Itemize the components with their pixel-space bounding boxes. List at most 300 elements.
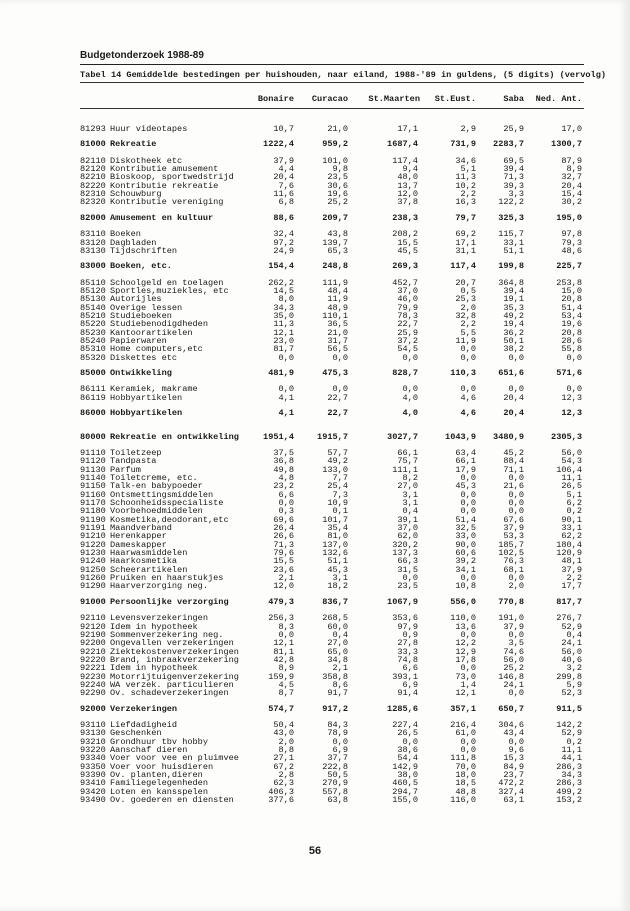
table-row (0, 246, 630, 256)
cell-saba: 115,7 (498, 229, 524, 240)
cell-st-maarten: 0,0 (402, 352, 418, 363)
table-title: Tabel 14 Gemiddelde bestedingen per huishouden, naar eiland, 1988-'89 in guldens, (5 digits) (vervolg) (80, 70, 607, 80)
row-code: 91000 (80, 596, 106, 607)
cell-saba: 39,4 (503, 285, 524, 296)
row-code: 80000 (80, 431, 106, 442)
cell-ned-ant: 120,9 (556, 548, 582, 558)
cell-ned-ant: 15,4 (561, 189, 582, 200)
cell-ned-ant: 106,4 (556, 464, 582, 475)
cell-bonaire: 1951,4 (263, 431, 294, 442)
cell-curacao: 23,5 (327, 172, 348, 183)
cell-saba: 327,4 (498, 786, 524, 797)
cell-st-maarten: 15,5 (397, 237, 418, 248)
cell-saba: 770,8 (498, 596, 524, 607)
cell-saba: 35,3 (503, 302, 524, 313)
cell-curacao: 65,0 (327, 646, 348, 657)
cell-bonaire: 377,6 (268, 795, 294, 806)
cell-st-maarten: 117,4 (392, 155, 418, 166)
cell-st-maarten: 320,2 (392, 539, 418, 550)
cell-st-eust: 5,1 (460, 164, 476, 174)
cell-saba: 304,6 (498, 720, 524, 730)
cell-bonaire: 26,4 (273, 523, 294, 533)
row-code: 91220 (80, 539, 106, 550)
cell-saba: 651,6 (498, 368, 524, 379)
row-code: 93390 (80, 770, 106, 781)
table-total-row (0, 432, 630, 442)
row-label: Amusement en kultuur (110, 212, 214, 223)
cell-ned-ant: 12,3 (561, 392, 582, 403)
cell-st-maarten: 97,9 (397, 621, 418, 632)
cell-st-eust: 2,0 (460, 302, 476, 313)
cell-ned-ant: 34,3 (561, 770, 582, 781)
cell-ned-ant: 253,8 (556, 277, 582, 288)
row-code: 85000 (80, 368, 106, 379)
cell-bonaire: 37,9 (273, 155, 294, 166)
cell-saba: 51,1 (503, 245, 524, 256)
row-code: 92000 (80, 703, 106, 714)
cell-ned-ant: 195,0 (556, 212, 582, 223)
row-label: Toiletcreme, etc. (110, 472, 198, 483)
cell-ned-ant: 56,0 (561, 646, 582, 657)
cell-bonaire: 6,6 (278, 489, 294, 500)
cell-st-eust: 0,0 (460, 663, 476, 674)
cell-ned-ant: 20,4 (561, 180, 582, 191)
cell-st-maarten: 33,3 (397, 646, 418, 657)
row-code: 91240 (80, 556, 106, 567)
cell-saba: 325,3 (498, 212, 524, 223)
row-label: Rekreatie (110, 139, 157, 150)
cell-st-maarten: 9,4 (402, 164, 418, 174)
row-code: 83000 (80, 261, 106, 272)
row-label: Haarkosmetika (110, 556, 178, 567)
cell-curacao: 22,7 (327, 392, 348, 403)
cell-bonaire: 42,8 (273, 654, 294, 665)
cell-saba: 37,9 (503, 621, 524, 632)
cell-st-maarten: 0,0 (402, 573, 418, 584)
cell-st-eust: 48,8 (455, 786, 476, 797)
cell-st-maarten: 37,2 (397, 336, 418, 346)
row-code: 91170 (80, 497, 106, 508)
row-label: Geschenken (110, 728, 162, 739)
cell-curacao: 0,0 (332, 384, 348, 395)
cell-saba: 21,6 (503, 481, 524, 492)
row-label: Idem in hypotheek (110, 663, 198, 674)
cell-saba: 364,8 (498, 277, 524, 288)
cell-saba: 0,0 (508, 573, 524, 584)
cell-st-eust: 1043,9 (445, 431, 476, 442)
row-label: Ov. planten,dieren (110, 770, 203, 781)
cell-bonaire: 23,6 (273, 564, 294, 575)
cell-st-eust: 1,4 (460, 679, 476, 690)
cell-st-maarten: 452,7 (392, 277, 418, 288)
cell-st-maarten: 26,5 (397, 728, 418, 739)
row-code: 86119 (80, 392, 106, 403)
cell-st-maarten: 54,5 (397, 344, 418, 355)
cell-curacao: 48,9 (327, 302, 348, 313)
row-label: Keramiek, makrame (110, 384, 198, 395)
cell-ned-ant: 817,7 (556, 596, 582, 607)
cell-saba: 53,3 (503, 531, 524, 542)
table-total-row (0, 139, 630, 149)
cell-curacao: 7,3 (332, 489, 348, 500)
cell-ned-ant: 17,0 (561, 124, 582, 134)
cell-saba: 50,1 (503, 336, 524, 346)
cell-curacao: 0,1 (332, 506, 348, 517)
cell-curacao: 49,2 (327, 456, 348, 467)
row-code: 91160 (80, 489, 106, 500)
cell-st-eust: 0,0 (460, 472, 476, 483)
cell-st-eust: 2,2 (460, 319, 476, 330)
cell-bonaire: 262,2 (268, 277, 294, 288)
cell-st-eust: 18,5 (455, 778, 476, 789)
cell-st-maarten: 8,2 (402, 472, 418, 483)
table-row (0, 353, 630, 363)
cell-st-eust: 39,2 (455, 556, 476, 567)
row-label: Studieboeken (110, 311, 172, 321)
cell-curacao: 50,5 (327, 770, 348, 781)
cell-saba: 45,2 (503, 447, 524, 458)
cell-curacao: 19,6 (327, 189, 348, 200)
row-code: 92221 (80, 663, 106, 674)
row-code: 83130 (80, 245, 106, 256)
cell-st-maarten: 393,1 (392, 671, 418, 682)
cell-ned-ant: 12,3 (561, 408, 582, 419)
cell-curacao: 91,7 (327, 688, 348, 699)
cell-curacao: 31,7 (327, 336, 348, 346)
cell-bonaire: 62,3 (273, 778, 294, 789)
cell-curacao: 8,6 (332, 679, 348, 690)
cell-curacao: 51,1 (327, 556, 348, 567)
cell-st-eust: 110,0 (450, 613, 476, 624)
cell-st-maarten: 0,4 (402, 506, 418, 517)
cell-saba: 37,9 (503, 523, 524, 533)
row-label: Scheerartikelen (110, 564, 188, 575)
cell-st-maarten: 37,8 (397, 197, 418, 208)
cell-bonaire: 479,3 (268, 596, 294, 607)
cell-st-maarten: 75,7 (397, 456, 418, 467)
row-label: Levensverzekeringen (110, 613, 208, 624)
row-code: 93210 (80, 736, 106, 747)
cell-curacao: 34,8 (327, 654, 348, 665)
cell-saba: 0,0 (508, 472, 524, 483)
cell-st-maarten: 1687,4 (387, 139, 418, 150)
cell-st-eust: 10,8 (455, 581, 476, 592)
cell-saba: 25,9 (503, 124, 524, 134)
row-code: 91130 (80, 464, 106, 475)
row-code: 93110 (80, 720, 106, 730)
cell-st-maarten: 25,9 (397, 327, 418, 338)
cell-st-eust: 4,6 (460, 392, 476, 403)
cell-ned-ant: 5,1 (566, 489, 582, 500)
cell-bonaire: 15,5 (273, 556, 294, 567)
cell-saba: 68,1 (503, 564, 524, 575)
cell-curacao: 10,9 (327, 497, 348, 508)
cell-ned-ant: 54,3 (561, 456, 582, 467)
cell-bonaire: 0,3 (278, 506, 294, 517)
cell-ned-ant: 97,8 (561, 229, 582, 240)
cell-ned-ant: 87,9 (561, 155, 582, 166)
cell-st-maarten: 208,2 (392, 229, 418, 240)
cell-ned-ant: 3,2 (566, 663, 582, 674)
cell-saba: 3,5 (508, 638, 524, 649)
row-code: 82310 (80, 189, 106, 200)
cell-saba: 39,4 (503, 164, 524, 174)
cell-saba: 102,5 (498, 548, 524, 558)
cell-st-maarten: 353,6 (392, 613, 418, 624)
cell-bonaire: 50,4 (273, 720, 294, 730)
cell-curacao: 60,0 (327, 621, 348, 632)
row-label: Idem in hypotheek (110, 621, 198, 632)
cell-curacao: 917,2 (322, 703, 348, 714)
cell-ned-ant: 286,3 (556, 778, 582, 789)
row-label: Maandverband (110, 523, 172, 533)
cell-ned-ant: 48,1 (561, 556, 582, 567)
cell-bonaire: 574,7 (268, 703, 294, 714)
cell-curacao: 25,4 (327, 481, 348, 492)
cell-saba: 0,0 (508, 384, 524, 395)
cell-saba: 0,0 (508, 688, 524, 699)
row-code: 82210 (80, 172, 106, 183)
cell-saba: 36,2 (503, 327, 524, 338)
row-label: Sommenverzekering neg. (110, 629, 224, 640)
cell-ned-ant: 48,6 (561, 245, 582, 256)
row-code: 85230 (80, 327, 106, 338)
cell-st-eust: 12,1 (455, 688, 476, 699)
cell-st-maarten: 0,9 (402, 629, 418, 640)
row-code: 92240 (80, 679, 106, 690)
cell-st-maarten: 46,0 (397, 294, 418, 305)
cell-saba: 15,3 (503, 753, 524, 764)
cell-st-eust: 12,2 (455, 638, 476, 649)
row-label: Parfum (110, 464, 141, 475)
cell-st-maarten: 3027,7 (387, 431, 418, 442)
row-code: 92190 (80, 629, 106, 640)
row-code: 91250 (80, 564, 106, 575)
cell-bonaire: 81,7 (273, 344, 294, 355)
cell-st-maarten: 111,1 (392, 464, 418, 475)
cell-ned-ant: 0,4 (566, 629, 582, 640)
table-total-row (0, 704, 630, 714)
cell-saba: 146,8 (498, 671, 524, 682)
row-label: Tijdschriften (110, 245, 178, 256)
cell-bonaire: 20,4 (273, 172, 294, 183)
cell-ned-ant: 0,2 (566, 736, 582, 747)
cell-bonaire: 8,0 (278, 294, 294, 305)
row-code: 82320 (80, 197, 106, 208)
cell-st-eust: 0,0 (460, 384, 476, 395)
cell-st-eust: 12,9 (455, 646, 476, 657)
cell-st-eust: 73,0 (455, 671, 476, 682)
cell-bonaire: 24,9 (273, 245, 294, 256)
cell-curacao: 475,3 (322, 368, 348, 379)
cell-ned-ant: 0,2 (566, 506, 582, 517)
cell-bonaire: 71,3 (273, 539, 294, 550)
cell-st-maarten: 37,0 (397, 285, 418, 296)
page-number: 56 (308, 845, 322, 857)
row-label: Home computers,etc (110, 344, 203, 355)
cell-bonaire: 256,3 (268, 613, 294, 624)
row-label: Kontributie amusement (110, 164, 219, 174)
cell-bonaire: 97,2 (273, 237, 294, 248)
cell-st-maarten: 37,0 (397, 523, 418, 533)
row-code: 85310 (80, 344, 106, 355)
row-code: 91210 (80, 531, 106, 542)
cell-curacao: 0,4 (332, 629, 348, 640)
cell-st-eust: 20,7 (455, 277, 476, 288)
cell-st-maarten: 54,4 (397, 753, 418, 764)
cell-bonaire: 37,5 (273, 447, 294, 458)
cell-bonaire: 49,8 (273, 464, 294, 475)
cell-curacao: 222,8 (322, 761, 348, 772)
cell-curacao: 248,8 (322, 261, 348, 272)
row-code: 85210 (80, 311, 106, 321)
cell-st-eust: 31,1 (455, 245, 476, 256)
row-code: 86111 (80, 384, 106, 395)
cell-st-eust: 10,2 (455, 180, 476, 191)
cell-bonaire: 79,6 (273, 548, 294, 558)
cell-st-maarten: 78,3 (397, 311, 418, 321)
row-label: Hobbyartikelen (110, 392, 183, 403)
cell-saba: 49,2 (503, 311, 524, 321)
cell-st-maarten: 269,3 (392, 261, 418, 272)
cell-st-maarten: 4,0 (402, 408, 418, 419)
cell-bonaire: 0,0 (278, 497, 294, 508)
row-label: Grondhuur tbv hobby (110, 736, 208, 747)
row-label: Ziektekostenverzekeringen (110, 646, 239, 657)
cell-ned-ant: 225,7 (556, 261, 582, 272)
row-label: Papierwaren (110, 336, 167, 346)
cell-bonaire: 10,7 (273, 124, 294, 134)
cell-bonaire: 35,0 (273, 311, 294, 321)
cell-curacao: 27,0 (327, 638, 348, 649)
cell-st-maarten: 6,9 (402, 679, 418, 690)
cell-curacao: 111,9 (322, 277, 348, 288)
table-row (0, 688, 630, 698)
cell-st-eust: 117,4 (450, 261, 476, 272)
cell-bonaire: 11,6 (273, 189, 294, 200)
cell-bonaire: 0,0 (278, 352, 294, 363)
cell-saba: 23,7 (503, 770, 524, 781)
cell-bonaire: 4,8 (278, 472, 294, 483)
cell-ned-ant: 79,3 (561, 237, 582, 248)
cell-curacao: 139,7 (322, 237, 348, 248)
row-code: 92290 (80, 688, 106, 699)
cell-curacao: 84,3 (327, 720, 348, 730)
cell-curacao: 0,0 (332, 352, 348, 363)
row-label: Voer voor vee en pluimvee (110, 753, 239, 764)
cell-bonaire: 4,5 (278, 679, 294, 690)
row-label: Kosmetika,deodorant,etc (110, 514, 229, 525)
cell-curacao: 21,0 (327, 327, 348, 338)
cell-curacao: 2,1 (332, 663, 348, 674)
cell-st-eust: 16,3 (455, 197, 476, 208)
cell-ned-ant: 52,9 (561, 621, 582, 632)
cell-curacao: 48,4 (327, 285, 348, 296)
row-label: Liefdadigheid (110, 720, 178, 730)
cell-st-eust: 45,3 (455, 481, 476, 492)
cell-st-eust: 0,0 (460, 497, 476, 508)
cell-saba: 2283,7 (493, 139, 524, 150)
cell-bonaire: 14,5 (273, 285, 294, 296)
cell-curacao: 110,1 (322, 311, 348, 321)
cell-bonaire: 0,0 (278, 629, 294, 640)
row-label: Loten en kansspelen (110, 786, 208, 797)
row-code: 81000 (80, 139, 106, 150)
row-label: Hobbyartikelen (110, 408, 183, 419)
cell-st-eust: 51,4 (455, 514, 476, 525)
row-code: 93220 (80, 745, 106, 755)
cell-curacao: 57,7 (327, 447, 348, 458)
cell-st-eust: 33,0 (455, 531, 476, 542)
row-code: 92120 (80, 621, 106, 632)
cell-ned-ant: 8,9 (566, 164, 582, 174)
cell-curacao: 557,8 (322, 786, 348, 797)
row-label: Studiebenodigdheden (110, 319, 208, 330)
cell-st-eust: 32,5 (455, 523, 476, 533)
cell-saba: 0,0 (508, 629, 524, 640)
cell-curacao: 25,2 (327, 197, 348, 208)
row-code: 85130 (80, 294, 106, 305)
row-code: 91180 (80, 506, 106, 517)
cell-bonaire: 43,0 (273, 728, 294, 739)
table-total-row (0, 597, 630, 607)
cell-st-maarten: 0,0 (402, 736, 418, 747)
cell-curacao: 21,0 (327, 124, 348, 134)
column-rule (80, 108, 584, 109)
cell-saba: 39,3 (503, 180, 524, 191)
cell-saba: 191,0 (498, 613, 524, 624)
row-label: Kantoorartikelen (110, 327, 193, 338)
row-code: 85110 (80, 277, 106, 288)
row-label: Persoonlijke verzorging (110, 596, 229, 607)
row-label: Dagbladen (110, 237, 157, 248)
row-label: Haarverzorging neg. (110, 581, 208, 592)
row-label: Overige lessen (110, 302, 183, 313)
cell-saba: 0,0 (508, 736, 524, 747)
cell-bonaire: 6,8 (278, 197, 294, 208)
cell-curacao: 959,2 (322, 139, 348, 150)
cell-curacao: 37,7 (327, 753, 348, 764)
cell-bonaire: 4,1 (278, 392, 294, 403)
cell-bonaire: 11,3 (273, 319, 294, 330)
cell-bonaire: 34,3 (273, 302, 294, 313)
cell-curacao: 9,8 (332, 164, 348, 174)
cell-ned-ant: 0,0 (566, 384, 582, 395)
cell-curacao: 7,7 (332, 472, 348, 483)
cell-ned-ant: 32,7 (561, 172, 582, 183)
cell-st-maarten: 91,4 (397, 688, 418, 699)
cell-saba: 0,0 (508, 497, 524, 508)
table-row (0, 393, 630, 403)
title-rule (80, 82, 584, 83)
cell-ned-ant: 37,9 (561, 564, 582, 575)
cell-st-maarten: 238,3 (392, 212, 418, 223)
cell-st-eust: 0,0 (460, 344, 476, 355)
row-label: Tandpasta (110, 456, 157, 467)
cell-st-maarten: 48,0 (397, 172, 418, 183)
cell-st-maarten: 12,0 (397, 189, 418, 200)
cell-saba: 38,2 (503, 344, 524, 355)
cell-st-eust: 18,0 (455, 770, 476, 781)
cell-st-eust: 110,3 (450, 368, 476, 379)
cell-st-eust: 11,9 (455, 336, 476, 346)
column-header-st-eust: St.Eust. (434, 94, 476, 104)
cell-bonaire: 8,3 (278, 621, 294, 632)
cell-saba: 472,2 (498, 778, 524, 789)
cell-bonaire: 8,8 (278, 745, 294, 755)
row-label: Aanschaf dieren (110, 745, 188, 755)
table-total-row (0, 368, 630, 378)
